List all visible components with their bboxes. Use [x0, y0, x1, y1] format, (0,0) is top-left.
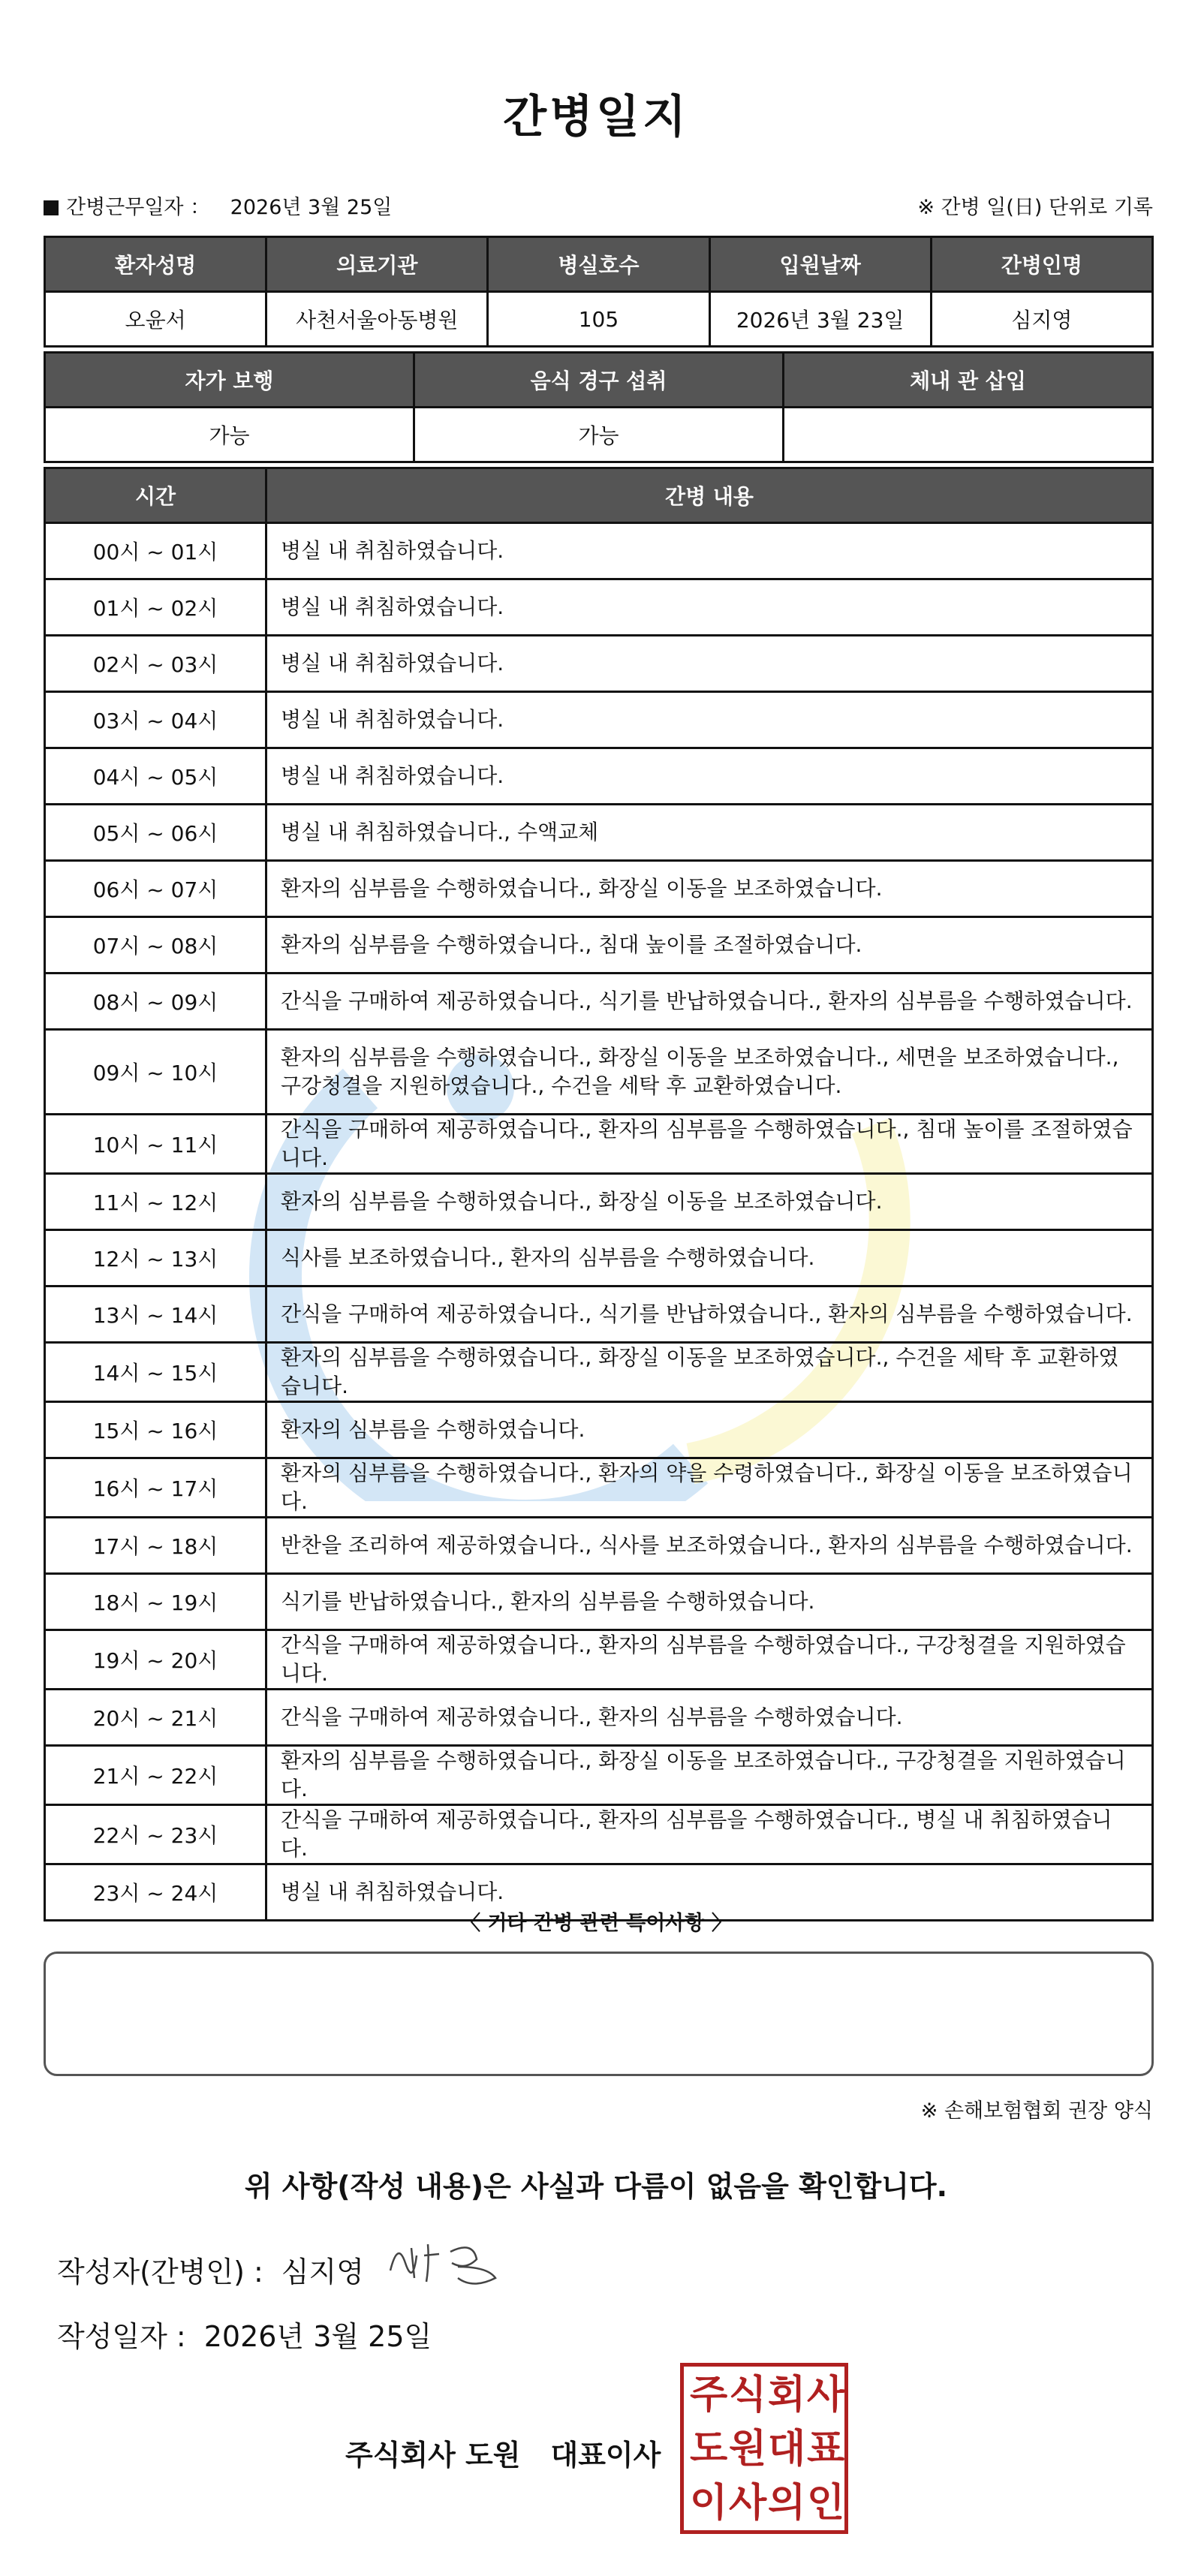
table-row [45, 1746, 1153, 1805]
table-row [45, 1518, 1153, 1574]
time-cell: 03시 ~ 04시 [45, 692, 266, 748]
header-tube-insertion: 체내 관 삽입 [784, 353, 1153, 408]
care-content-cell: 간식을 구매하여 제공하였습니다., 식기를 반납하였습니다., 환자의 심부름을 수행하였습니다. [266, 1286, 1153, 1343]
record-unit-note: ※ 간병 일(日) 단위로 기록 [917, 196, 1153, 219]
time-cell: 08시 ~ 09시 [45, 974, 266, 1030]
time-cell: 15시 ~ 16시 [45, 1402, 266, 1458]
care-content-cell: 병실 내 취침하였습니다. [266, 692, 1153, 748]
time-cell: 18시 ~ 19시 [45, 1574, 266, 1630]
header-admission-date: 입원날짜 [709, 237, 931, 292]
table-row [45, 1230, 1153, 1286]
header-walking: 자가 보행 [45, 353, 414, 408]
seal-character: 식 [729, 2373, 767, 2418]
page-title: 간병일지 [503, 91, 689, 143]
care-content-cell: 간식을 구매하여 제공하였습니다., 환자의 심부름을 수행하였습니다., 병실 내 취침하였습니다. [266, 1805, 1153, 1864]
table-row [45, 1805, 1153, 1864]
header-care-content: 간병 내용 [266, 468, 1153, 523]
seal-character: 도 [690, 2427, 728, 2472]
care-content-cell: 병실 내 취침하였습니다. [266, 748, 1153, 805]
header-hospital: 의료기관 [266, 237, 488, 292]
care-content-cell: 병실 내 취침하였습니다. [266, 579, 1153, 636]
time-cell: 05시 ~ 06시 [45, 805, 266, 861]
time-cell: 02시 ~ 03시 [45, 636, 266, 692]
confirmation-statement: 위 사항(작성 내용)은 사실과 다름이 없음을 확인합니다. [244, 2170, 948, 2203]
room-number: 105 [488, 292, 709, 347]
time-cell: 21시 ~ 22시 [45, 1746, 266, 1805]
table-row [45, 1630, 1153, 1690]
care-content-cell: 환자의 심부름을 수행하였습니다., 침대 높이를 조절하였습니다. [266, 917, 1153, 974]
seal-character: 의 [768, 2481, 806, 2526]
seal-character: 인 [807, 2481, 845, 2526]
table-header-row [45, 468, 1153, 523]
care-content-cell: 환자의 심부름을 수행하였습니다., 화장실 이동을 보조하였습니다. [266, 861, 1153, 917]
care-table-body [45, 523, 1153, 1921]
company-line [345, 2432, 661, 2473]
seal-character: 사 [807, 2373, 845, 2418]
time-cell: 22시 ~ 23시 [45, 1805, 266, 1864]
table-row [45, 692, 1153, 748]
recommend-note: ※ 손해보험협회 권장 양식 [920, 2099, 1153, 2123]
table-header-row [45, 237, 1153, 292]
time-cell: 12시 ~ 13시 [45, 1230, 266, 1286]
square-bullet-icon [44, 200, 59, 215]
company-name: 주식회사 도원 [345, 2439, 521, 2472]
table-row [45, 1115, 1153, 1174]
tube-insertion-status [784, 408, 1153, 462]
header-patient-name: 환자성명 [45, 237, 266, 292]
table-row [45, 805, 1153, 861]
care-content-cell: 병실 내 취침하였습니다. [266, 1864, 1153, 1921]
care-content-cell: 환자의 심부름을 수행하였습니다., 화장실 이동을 보조하였습니다. [266, 1174, 1153, 1230]
table-row [45, 974, 1153, 1030]
special-notes-title: 〈 기타 간병 관련 특이사항 〉 [460, 1912, 732, 1935]
care-content-cell: 간식을 구매하여 제공하였습니다., 환자의 심부름을 수행하였습니다. [266, 1690, 1153, 1746]
seal-character: 주 [690, 2373, 728, 2418]
writer-label: 작성자(간병인) : [57, 2256, 263, 2289]
time-cell: 13시 ~ 14시 [45, 1286, 266, 1343]
care-content-cell: 환자의 심부름을 수행하였습니다., 화장실 이동을 보조하였습니다., 구강청결을 지원하였습니다. [266, 1746, 1153, 1805]
care-content-cell: 병실 내 취침하였습니다. [266, 636, 1153, 692]
care-content-table [44, 467, 1154, 1921]
table-row [45, 861, 1153, 917]
table-row [45, 1402, 1153, 1458]
walking-status: 가능 [45, 408, 414, 462]
time-cell: 19시 ~ 20시 [45, 1630, 266, 1690]
seal-character: 사 [729, 2481, 767, 2526]
table-row [45, 1458, 1153, 1518]
handwritten-signature-icon [383, 2233, 525, 2293]
table-row [45, 292, 1153, 347]
time-cell: 20시 ~ 21시 [45, 1690, 266, 1746]
time-cell: 07시 ~ 08시 [45, 917, 266, 974]
table-row [45, 1286, 1153, 1343]
time-cell: 01시 ~ 02시 [45, 579, 266, 636]
writer-line [57, 2249, 364, 2290]
admission-date: 2026년 3월 23일 [709, 292, 931, 347]
care-content-cell: 환자의 심부름을 수행하였습니다., 환자의 약을 수령하였습니다., 화장실 이동을 보조하였습니다. [266, 1458, 1153, 1518]
time-cell: 16시 ~ 17시 [45, 1458, 266, 1518]
table-row [45, 1574, 1153, 1630]
table-row [45, 408, 1153, 462]
table-row [45, 636, 1153, 692]
table-row [45, 1343, 1153, 1402]
header-room: 병실호수 [488, 237, 709, 292]
company-seal-stamp [680, 2363, 848, 2534]
oral-intake-status: 가능 [414, 408, 784, 462]
table-row [45, 917, 1153, 974]
time-cell: 09시 ~ 10시 [45, 1030, 266, 1115]
written-date-line [57, 2313, 432, 2355]
work-date-value: 2026년 3월 25일 [230, 196, 393, 219]
company-rep-title: 대표이사 [550, 2439, 661, 2472]
hospital-name: 사천서울아동병원 [266, 292, 488, 347]
writer-name: 심지영 [281, 2256, 364, 2289]
seal-character: 대 [768, 2427, 806, 2472]
care-content-cell: 환자의 심부름을 수행하였습니다. [266, 1402, 1153, 1458]
work-date-label: 간병근무일자 ： [66, 196, 211, 219]
care-content-cell: 간식을 구매하여 제공하였습니다., 환자의 심부름을 수행하였습니다., 침대 높이를 조절하였습니다. [266, 1115, 1153, 1174]
table-row [45, 1174, 1153, 1230]
care-content-cell: 반찬을 조리하여 제공하였습니다., 식사를 보조하였습니다., 환자의 심부름을 수행하였습니다. [266, 1518, 1153, 1574]
patient-name: 오윤서 [45, 292, 266, 347]
time-cell: 11시 ~ 12시 [45, 1174, 266, 1230]
care-content-cell: 간식을 구매하여 제공하였습니다., 환자의 심부름을 수행하였습니다., 구강청결을 지원하였습니다. [266, 1630, 1153, 1690]
written-date-value: 2026년 3월 25일 [203, 2320, 432, 2353]
seal-character: 이 [690, 2481, 728, 2526]
care-content-cell: 병실 내 취침하였습니다. [266, 523, 1153, 579]
header-caregiver: 간병인명 [931, 237, 1152, 292]
special-notes-box [44, 1952, 1154, 2076]
meta-row [44, 191, 1153, 225]
table-header-row [45, 353, 1153, 408]
care-content-cell: 환자의 심부름을 수행하였습니다., 화장실 이동을 보조하였습니다., 세면을 보조하였습니다., 구강청결을 지원하였습니다., 수건을 세탁 후 교환하였습니다. [266, 1030, 1153, 1115]
care-content-cell: 환자의 심부름을 수행하였습니다., 화장실 이동을 보조하였습니다., 수건을 세탁 후 교환하였습니다. [266, 1343, 1153, 1402]
patient-status-table [44, 351, 1154, 463]
work-date [44, 191, 392, 220]
header-time: 시간 [45, 468, 266, 523]
table-row [45, 1690, 1153, 1746]
time-cell: 17시 ~ 18시 [45, 1518, 266, 1574]
care-content-cell: 간식을 구매하여 제공하였습니다., 식기를 반납하였습니다., 환자의 심부름을 수행하였습니다. [266, 974, 1153, 1030]
time-cell: 04시 ~ 05시 [45, 748, 266, 805]
table-row [45, 579, 1153, 636]
care-content-cell: 식사를 보조하였습니다., 환자의 심부름을 수행하였습니다. [266, 1230, 1153, 1286]
table-row [45, 523, 1153, 579]
table-row [45, 748, 1153, 805]
seal-character: 표 [807, 2427, 845, 2472]
table-row [45, 1030, 1153, 1115]
written-date-label: 작성일자 : [57, 2320, 186, 2353]
time-cell: 00시 ~ 01시 [45, 523, 266, 579]
caregiver-name: 심지영 [931, 292, 1152, 347]
care-content-cell: 병실 내 취침하였습니다., 수액교체 [266, 805, 1153, 861]
care-content-cell: 식기를 반납하였습니다., 환자의 심부름을 수행하였습니다. [266, 1574, 1153, 1630]
time-cell: 23시 ~ 24시 [45, 1864, 266, 1921]
seal-character: 회 [768, 2373, 806, 2418]
time-cell: 14시 ~ 15시 [45, 1343, 266, 1402]
header-oral-intake: 음식 경구 섭취 [414, 353, 784, 408]
time-cell: 06시 ~ 07시 [45, 861, 266, 917]
seal-character: 원 [729, 2427, 767, 2472]
time-cell: 10시 ~ 11시 [45, 1115, 266, 1174]
patient-info-table [44, 236, 1154, 348]
